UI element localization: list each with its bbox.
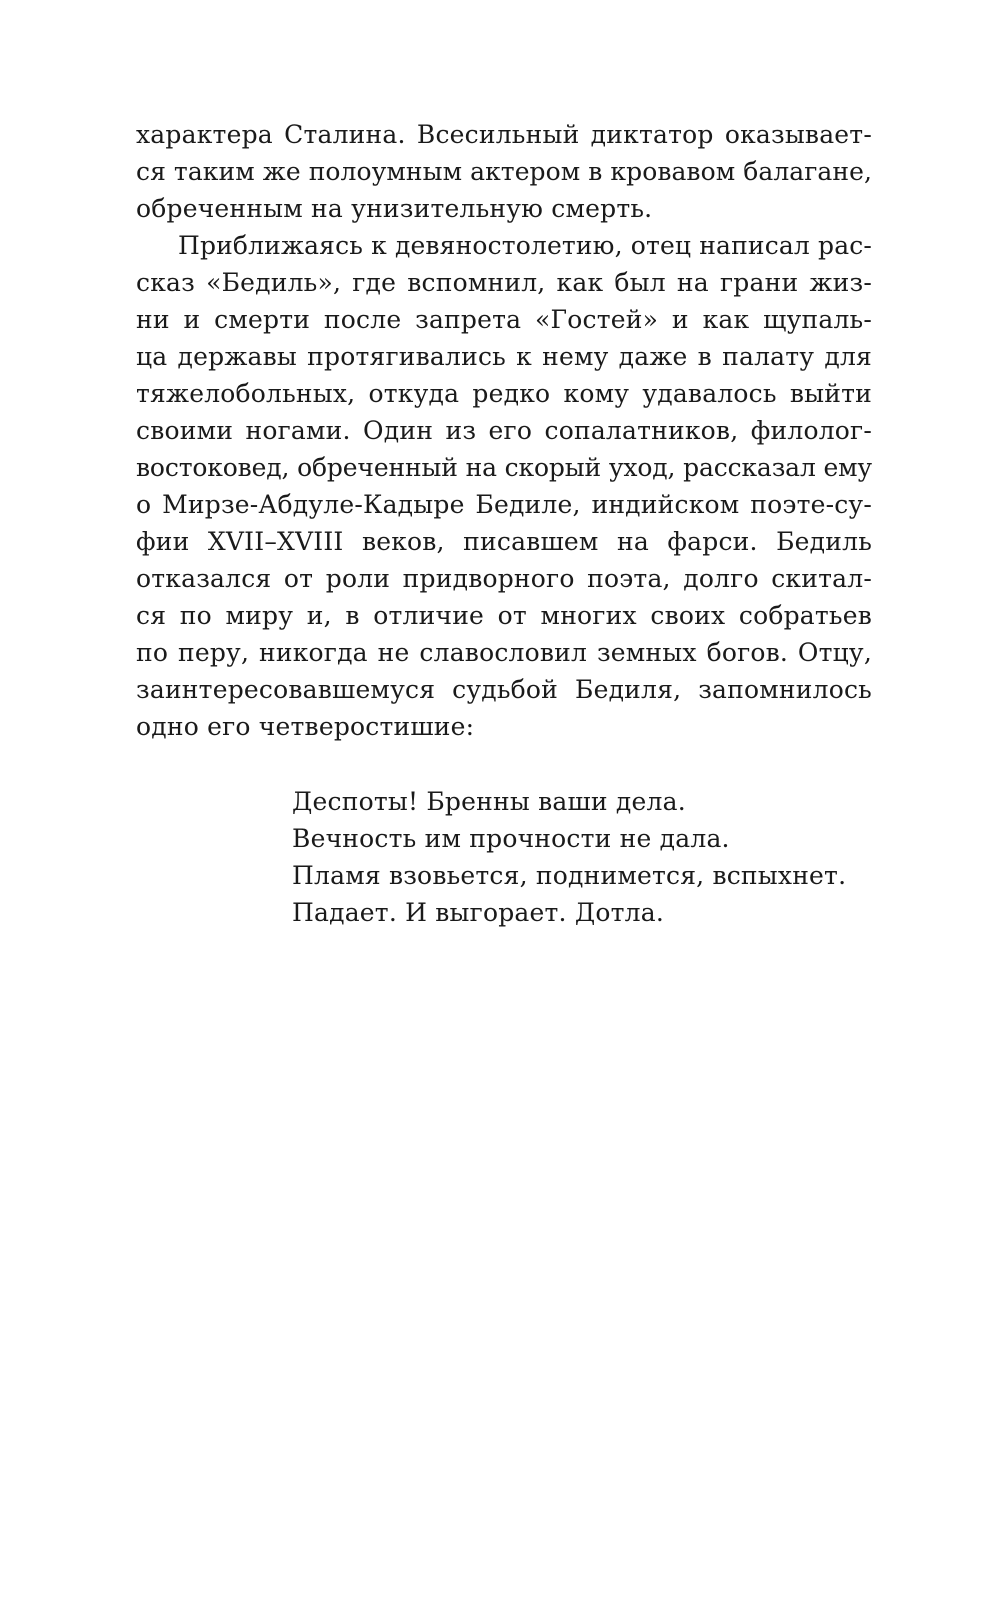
quatrain-poem [292, 783, 892, 931]
text-line: востоковед, обреченный на скорый уход, рассказал ему [136, 453, 872, 482]
text-line: отказался от роли придворного поэта, долго скитал- [136, 564, 872, 593]
text-line: ся таким же полоумным актером в кровавом балагане, [136, 157, 872, 186]
body-paragraphs [136, 116, 872, 745]
text-line: о Мирзе-Абдуле-Кадыре Бедиле, индийском поэте-су- [136, 490, 872, 519]
text-line: по перу, никогда не славословил земных богов. Отцу, [136, 638, 872, 667]
text-line: заинтересовавшемуся судьбой Бедиля, запомнилось [136, 675, 872, 704]
text-line: сказ «Бедиль», где вспомнил, как был на грани жиз- [136, 268, 872, 297]
poem-line: Пламя взовьется, поднимется, вспыхнет. [292, 861, 847, 890]
text-line: характера Сталина. Всесильный диктатор оказывает- [136, 120, 872, 149]
poem-line: Вечность им прочности не дала. [292, 824, 730, 853]
poem-line: Деспоты! Бренны ваши дела. [292, 787, 686, 816]
text-line: ни и смерти после запрета «Гостей» и как щупаль- [136, 305, 872, 334]
text-line: ся по миру и, в отличие от многих своих собратьев [136, 601, 872, 630]
text-line: своими ногами. Один из его сопалатников, филолог- [136, 416, 872, 445]
text-line: тяжелобольных, откуда редко кому удавалось выйти [136, 379, 872, 408]
text-line: обреченным на унизительную смерть. [136, 194, 653, 223]
poem-line: Падает. И выгорает. Дотла. [292, 898, 664, 927]
text-line-indented: Приближаясь к девяностолетию, отец написал рас- [178, 231, 872, 260]
text-line: одно его четверостишие: [136, 712, 475, 741]
text-line: ца державы протягивались к нему даже в палату для [136, 342, 872, 371]
text-line: фии XVII–XVIII веков, писавшем на фарси. Бедиль [136, 527, 872, 556]
